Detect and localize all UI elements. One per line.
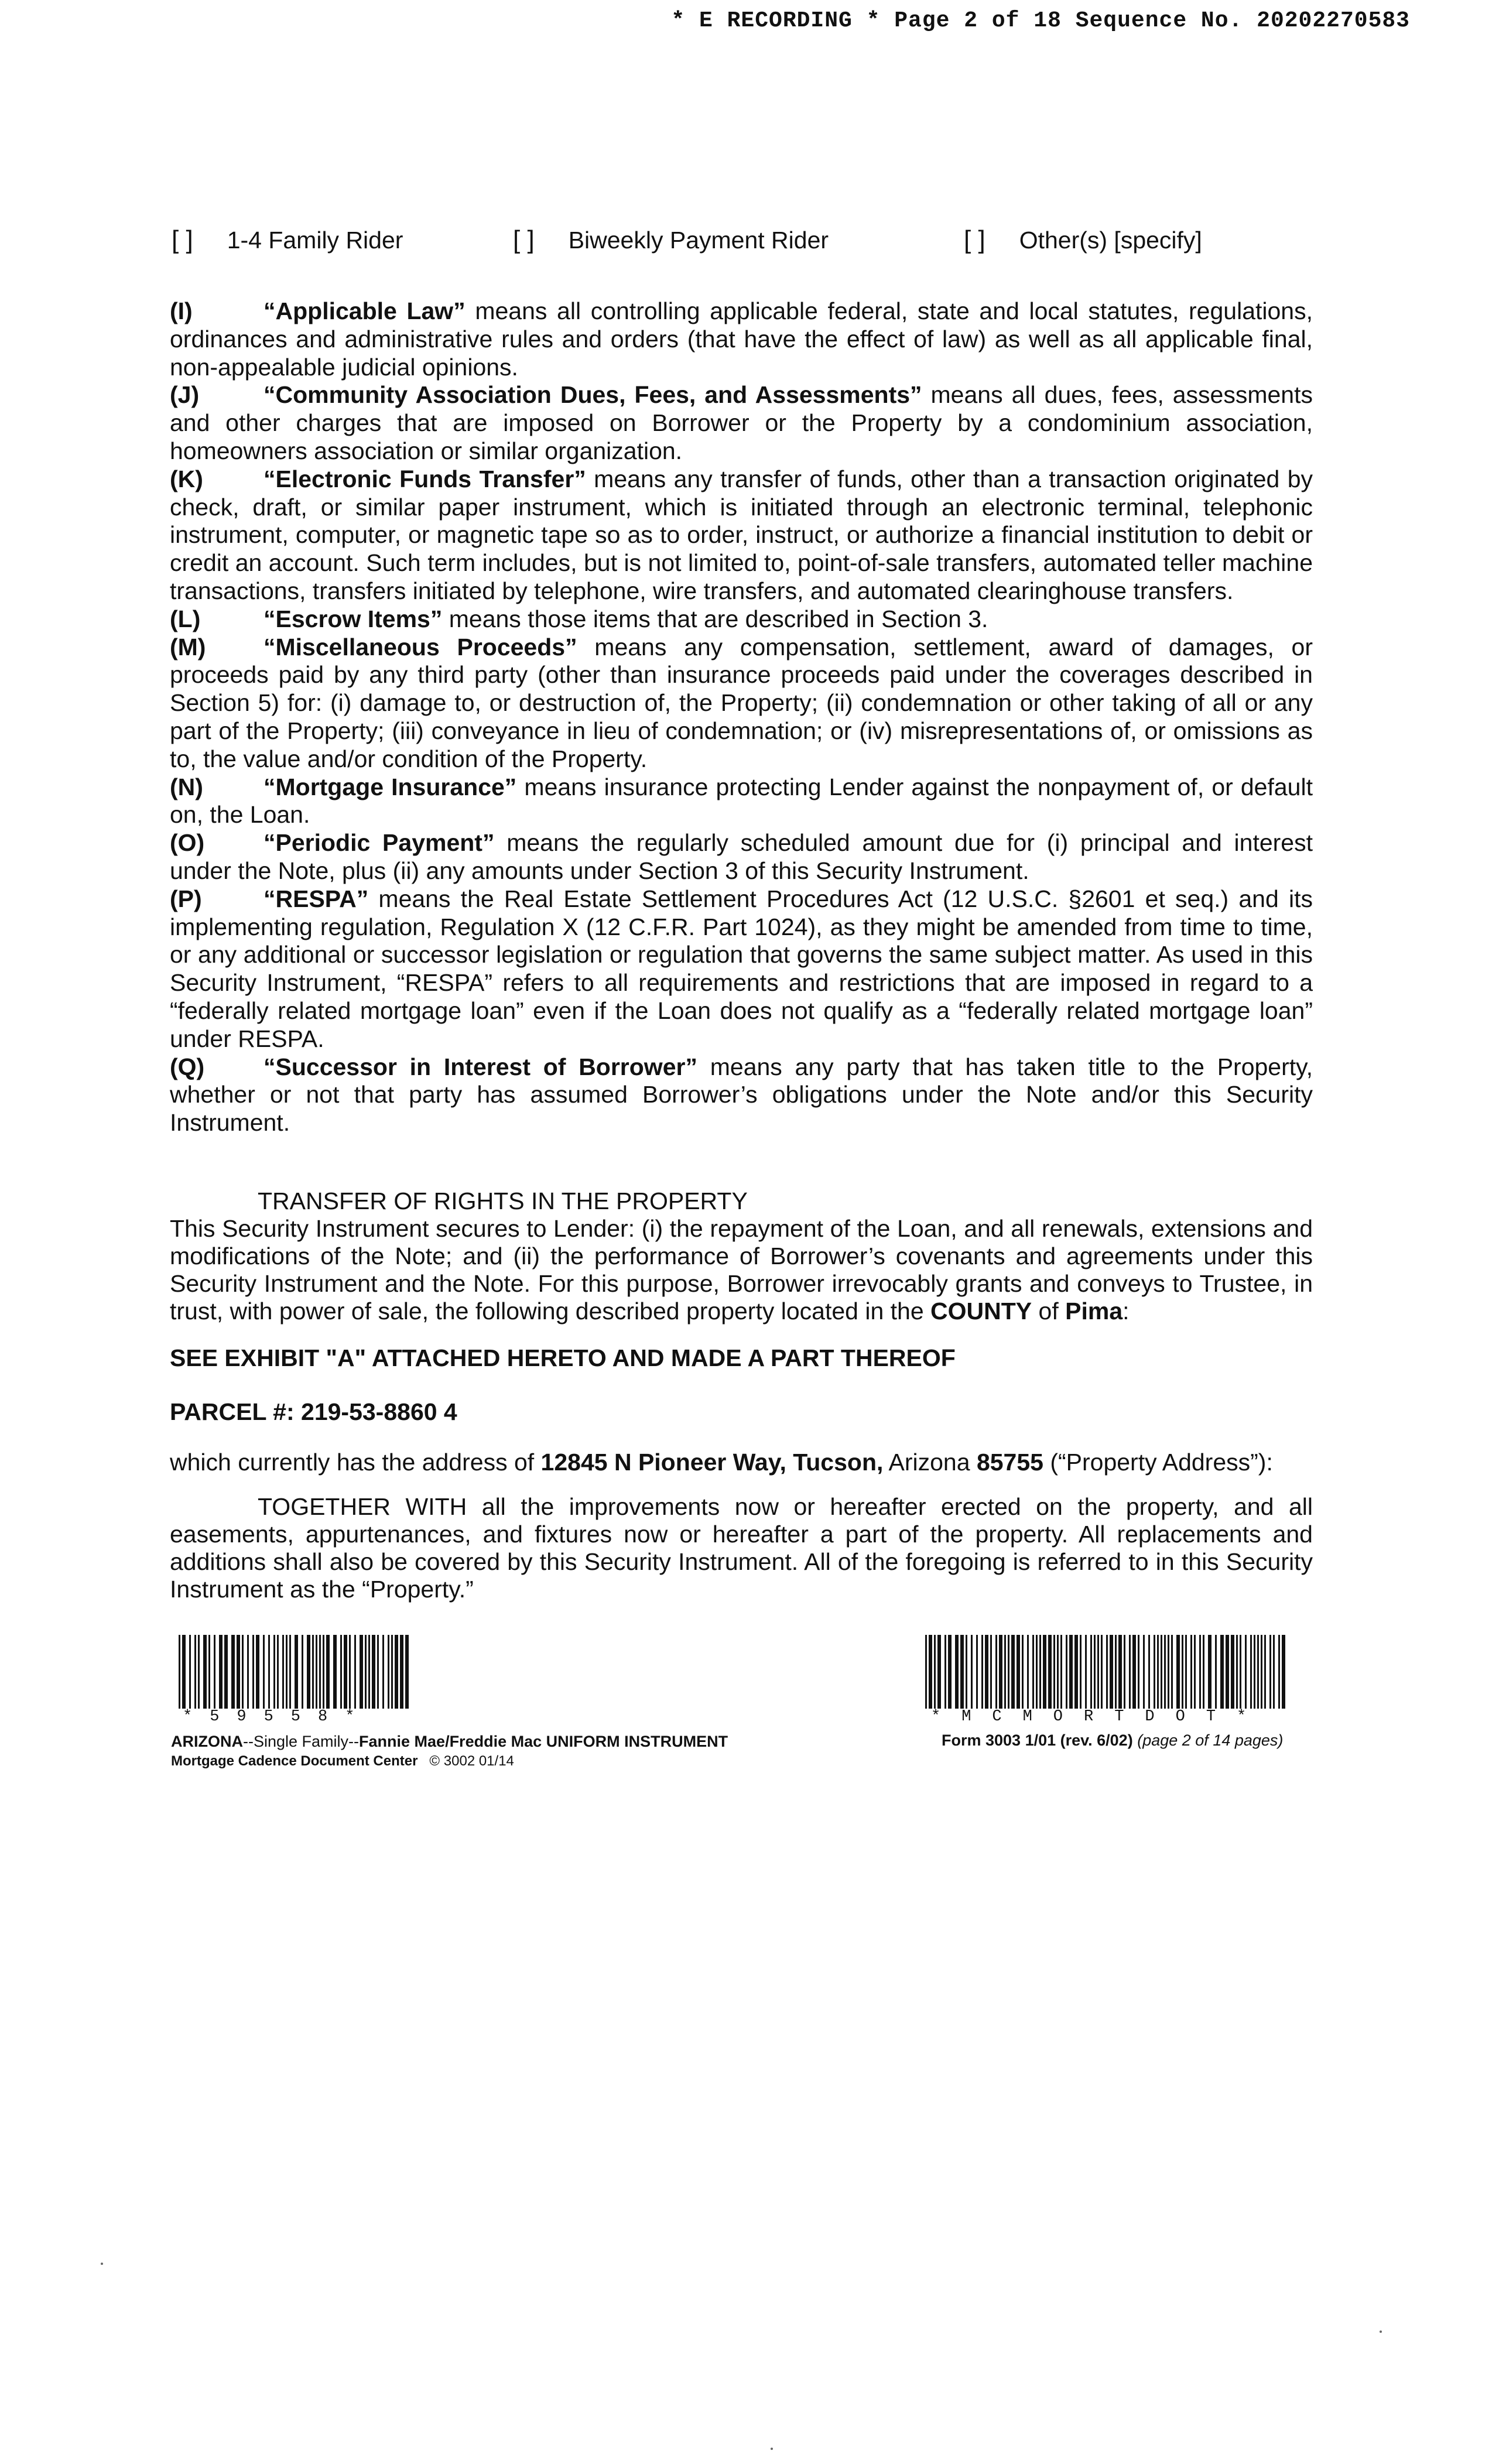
barcode-right-bars [925, 1635, 1287, 1709]
barcode-bar [1039, 1635, 1041, 1709]
barcode-bar [1022, 1635, 1024, 1709]
barcode-bar [263, 1635, 265, 1709]
barcode-bar [1032, 1635, 1034, 1709]
barcode-bar [405, 1635, 409, 1709]
barcode-bar [1008, 1635, 1009, 1709]
rider-checkbox[interactable]: [ ] [172, 225, 193, 254]
barcode-bar [1101, 1635, 1103, 1709]
barcode-bar [198, 1635, 200, 1709]
barcode-bar [1094, 1635, 1096, 1709]
barcode-bar [925, 1635, 927, 1709]
barcode-bar [252, 1635, 254, 1709]
exhibit-reference: SEE EXHIBIT "A" ATTACHED HERETO AND MADE A PART THEREOF [170, 1344, 956, 1371]
barcode-bar [273, 1635, 275, 1709]
barcode-bar [231, 1635, 235, 1709]
barcode-bar [1199, 1635, 1201, 1709]
transfer-heading: TRANSFER OF RIGHTS IN THE PROPERTY [258, 1187, 748, 1214]
barcode-right-label: *MCMORTDOT* [931, 1708, 1268, 1726]
rider-checkbox[interactable]: [ ] [513, 225, 535, 254]
barcode-bar [1124, 1635, 1125, 1709]
barcode-bar [1254, 1635, 1255, 1709]
barcode-bar [1115, 1635, 1117, 1709]
barcode-bar [1011, 1635, 1015, 1709]
rider-label: Other(s) [specify] [1019, 227, 1202, 254]
barcode-bar [1161, 1635, 1162, 1709]
barcode-bar [1148, 1635, 1150, 1709]
definition-electronic-funds: (K) “Electronic Funds Transfer” means any transfer of funds, other than a transaction originated by check, draft, or similar paper instrument, which is initiated through an electronic terminal, telephonic instrument, computer, or magnetic tape so as to order, instruct, or authorize a financial institution to debit or credit an account. Such term includes, but is not limited to, point-of-sale transfers, automated teller machine transactions, transfers initiated by telephone, wire transfers, and automated clearinghouse transfers. [170, 465, 1313, 604]
barcode-bar [976, 1635, 978, 1709]
barcode-bar [1048, 1635, 1052, 1709]
barcode-bar [340, 1635, 342, 1709]
barcode-bar [1164, 1635, 1166, 1709]
barcode-bar [937, 1635, 941, 1709]
barcode-bar [1168, 1635, 1169, 1709]
definition-respa: (P) “RESPA” means the Real Estate Settlement Procedures Act (12 U.S.C. §2601 et seq.) and its implementing regulation, Regulation X (12 C.F.R. Part 1024), as they might be amended from time to time, or any additional or successor legislation or regulation that governs the same subject matter. As used in this Security Instrument, “RESPA” refers to all requirements and restrictions that are imposed in regard to a “federally related mortgage loan” even if the Loan does not qualify as a “federally related mortgage loan” under RESPA. [170, 885, 1313, 1052]
barcode-bar [1250, 1635, 1252, 1709]
barcode-right [925, 1635, 1287, 1709]
barcode-bar [203, 1635, 207, 1709]
barcode-bar [400, 1635, 403, 1709]
barcode-bar [1110, 1635, 1113, 1709]
barcode-bar [929, 1635, 932, 1709]
footer-instrument-info: ARIZONA--Single Family--Fannie Mae/Freddie Mac UNIFORM INSTRUMENT Mortgage Cadence Document Center © 3002 01/14 [171, 1733, 728, 1769]
barcode-bar [990, 1635, 992, 1709]
barcode-bar [344, 1635, 347, 1709]
together-with-paragraph: TOGETHER WITH all the improvements now or hereafter erected on the property, and all easements, appurtenances, and fixtures now or hereafter a part of the property. All replacements and additions shall also be covered by this Security Instrument. All of the foregoing is referred to in this Security Instrument as the “Property.” [170, 1493, 1313, 1603]
barcode-bar [377, 1635, 379, 1709]
barcode-bar [219, 1635, 223, 1709]
barcode-bar [256, 1635, 259, 1709]
barcode-bar [999, 1635, 1002, 1709]
barcode-bar [944, 1635, 946, 1709]
barcode-bar [365, 1635, 367, 1709]
scan-speck [101, 2263, 103, 2265]
definition-escrow-items: (L) “Escrow Items” means those items that are described in Section 3. [170, 605, 988, 632]
barcode-bar [268, 1635, 270, 1709]
barcode-bar [1060, 1635, 1062, 1709]
barcode-bar [948, 1635, 952, 1709]
rider-label: Biweekly Payment Rider [568, 227, 829, 254]
barcode-bar [1194, 1635, 1196, 1709]
barcode-bar [1171, 1635, 1173, 1709]
definition-mortgage-insurance: (N) “Mortgage Insurance” means insurance protecting Lender against the nonpayment of, or default on, the Loan. [170, 773, 1313, 829]
rider-label: 1-4 Family Rider [227, 227, 403, 254]
barcode-bar [1106, 1635, 1108, 1709]
barcode-bar [1066, 1635, 1067, 1709]
barcode-bar [208, 1635, 210, 1709]
property-address: which currently has the address of 12845 N Pioneer Way, Tucson, Arizona 85755 (“Property Address”): [170, 1449, 1273, 1476]
barcode-bar [349, 1635, 351, 1709]
barcode-bar [971, 1635, 973, 1709]
barcode-bar [224, 1635, 228, 1709]
definition-misc-proceeds: (M) “Miscellaneous Proceeds” means any compensation, settlement, award of damages, or proceeds paid by any third party (other than insurance proceeds paid under the coverages described in Section 5) for: (i) damage to, or destruction of, the Property; (ii) condemnation or other taking of all or any part of the Property; (iii) conveyance in lieu of condemnation; or (iv) misrepresentations of, or omissions as to, the value and/or condition of the Property. [170, 633, 1313, 772]
barcode-bar [1282, 1635, 1285, 1709]
barcode-bar [995, 1635, 997, 1709]
parcel-number: PARCEL #: 219-53-8860 4 [170, 1398, 457, 1425]
barcode-left-bars [179, 1635, 410, 1709]
rider-other[interactable] [964, 225, 1202, 255]
barcode-bar [1053, 1635, 1055, 1709]
barcode-bar [1182, 1635, 1183, 1709]
rider-checklist [172, 225, 1343, 261]
barcode-bar [242, 1635, 244, 1709]
barcode-bar [1245, 1635, 1247, 1709]
barcode-bar [1057, 1635, 1059, 1709]
barcode-bar [372, 1635, 375, 1709]
barcode-bar [382, 1635, 384, 1709]
barcode-bar [189, 1635, 191, 1709]
barcode-bar [1129, 1635, 1131, 1709]
barcode-bar [194, 1635, 196, 1709]
barcode-bar [1143, 1635, 1145, 1709]
barcode-bar [354, 1635, 356, 1709]
barcode-bar [1215, 1635, 1217, 1709]
barcode-bar [326, 1635, 330, 1709]
barcode-bar [1085, 1635, 1087, 1709]
barcode-bar [388, 1635, 389, 1709]
rider-1-4-family[interactable] [172, 225, 403, 255]
barcode-bar [1185, 1635, 1187, 1709]
barcode-bar [302, 1635, 303, 1709]
definition-successor-interest: (Q) “Successor in Interest of Borrower” means any party that has taken title to the Property, whether or not that party has assumed Borrower’s obligations under the Note and/or this Security Instrument. [170, 1053, 1313, 1137]
barcode-bar [1069, 1635, 1073, 1709]
barcode-bar [1231, 1635, 1234, 1709]
barcode-bar [1154, 1635, 1155, 1709]
barcode-bar [1236, 1635, 1238, 1709]
barcode-bar [286, 1635, 288, 1709]
barcode-left-label: *59558* [183, 1708, 372, 1726]
barcode-bar [214, 1635, 215, 1709]
barcode-bar [1157, 1635, 1159, 1709]
barcode-bar [1004, 1635, 1006, 1709]
barcode-bar [1090, 1635, 1092, 1709]
rider-biweekly[interactable] [513, 225, 829, 255]
barcode-bar [1190, 1635, 1192, 1709]
barcode-bar [1273, 1635, 1275, 1709]
barcode-bar [1264, 1635, 1266, 1709]
barcode-bar [1208, 1635, 1211, 1709]
barcode-bar [955, 1635, 959, 1709]
barcode-bar [1226, 1635, 1229, 1709]
barcode-bar [981, 1635, 983, 1709]
definitions-list [170, 297, 1313, 1137]
scan-speck [1380, 2330, 1382, 2333]
barcode-bar [295, 1635, 298, 1709]
barcode-bar [391, 1635, 393, 1709]
barcode-bar [1132, 1635, 1136, 1709]
rider-checkbox[interactable]: [ ] [964, 225, 985, 254]
barcode-bar [247, 1635, 249, 1709]
barcode-bar [368, 1635, 370, 1709]
barcode-bar [360, 1635, 363, 1709]
barcode-bar [1240, 1635, 1241, 1709]
barcode-bar [1043, 1635, 1046, 1709]
definition-periodic-payment: (O) “Periodic Payment” means the regularly scheduled amount due for (i) principal and interest under the Note, plus (ii) any amounts under Section 3 of this Security Instrument. [170, 829, 1313, 884]
barcode-bar [1220, 1635, 1224, 1709]
barcode-bar [1261, 1635, 1262, 1709]
barcode-bar [182, 1635, 186, 1709]
barcode-bar [1074, 1635, 1078, 1709]
transfer-of-rights-section [170, 1187, 1313, 1325]
barcode-bar [316, 1635, 317, 1709]
barcode-bar [1036, 1635, 1038, 1709]
barcode-bar [1118, 1635, 1122, 1709]
barcode-bar [1097, 1635, 1099, 1709]
barcode-bar [1278, 1635, 1280, 1709]
barcode-bar [985, 1635, 988, 1709]
barcode-bar [277, 1635, 279, 1709]
barcode-bar [312, 1635, 314, 1709]
scan-speck [771, 2448, 773, 2450]
barcode-bar [960, 1635, 964, 1709]
barcode-bar [282, 1635, 284, 1709]
transfer-body: This Security Instrument secures to Lender: (i) the repayment of the Loan, and all renewals, extensions and modifications of the Note; and (ii) the performance of Borrower’s covenants and agreements under this Security Instrument and the Note. For this purpose, Borrower irrevocably grants and conveys to Trustee, in trust, with power of sale, the following described property located in the COUNTY of Pima: [170, 1215, 1313, 1325]
barcode-bar [179, 1635, 180, 1709]
barcode-bar [1176, 1635, 1180, 1709]
footer-form-info: Form 3003 1/01 (rev. 6/02) (page 2 of 14 pages) [942, 1731, 1284, 1749]
barcode-bar [319, 1635, 321, 1709]
barcode-left [179, 1635, 410, 1709]
barcode-bar [966, 1635, 967, 1709]
barcode-bar [1203, 1635, 1204, 1709]
barcode-bar [289, 1635, 291, 1709]
barcode-bar [934, 1635, 936, 1709]
barcode-bar [1080, 1635, 1082, 1709]
barcode-bar [1269, 1635, 1271, 1709]
barcode-bar [333, 1635, 337, 1709]
barcode-bar [237, 1635, 240, 1709]
recording-header: * E RECORDING * Page 2 of 18 Sequence No. 20202270583 [671, 8, 1410, 33]
barcode-bar [1257, 1635, 1259, 1709]
definition-community-association: (J) “Community Association Dues, Fees, and Assessments” means all dues, fees, assessments and other charges that are imposed on Borrower or the Property by a condominium association, homeowners association or similar organization. [170, 381, 1313, 464]
barcode-bar [395, 1635, 398, 1709]
barcode-bar [323, 1635, 324, 1709]
barcode-bar [307, 1635, 310, 1709]
barcode-bar [1017, 1635, 1020, 1709]
barcode-bar [1138, 1635, 1139, 1709]
barcode-bar [1027, 1635, 1029, 1709]
definition-applicable-law: (I) “Applicable Law” means all controlling applicable federal, state and local statutes, regulations, ordinances and administrative rules and orders (that have the effect of law) as well as all applicable final, non-appealable judicial opinions. [170, 297, 1313, 381]
